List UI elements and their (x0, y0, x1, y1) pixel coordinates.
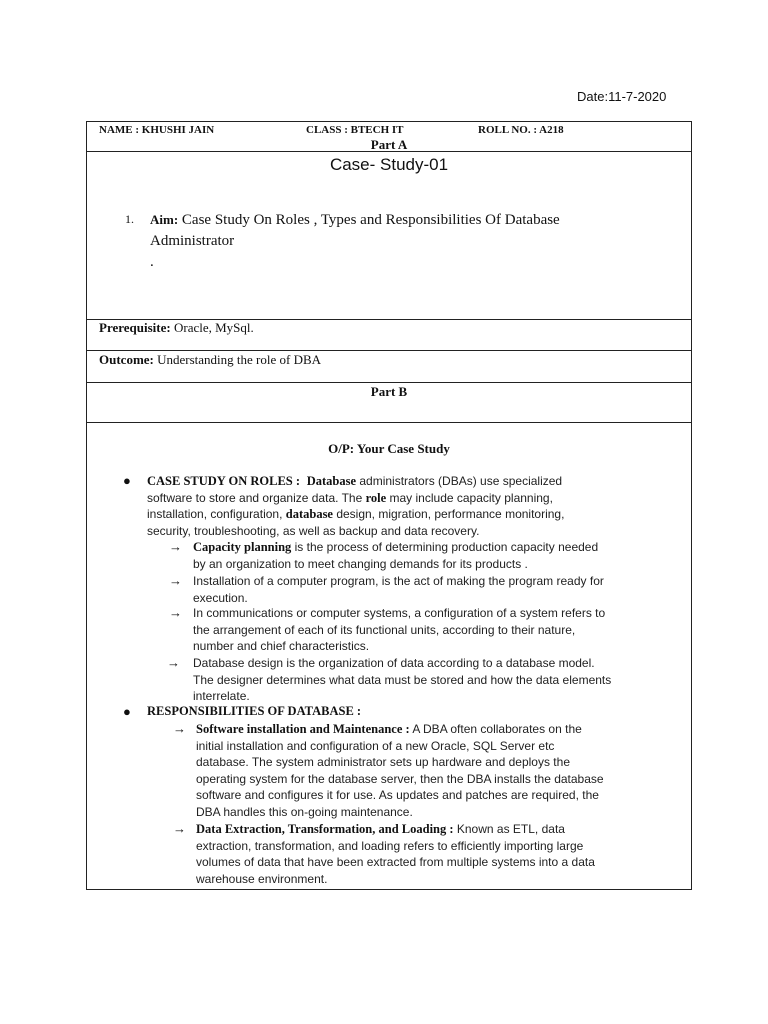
outcome-label: Outcome: (99, 352, 154, 367)
outcome-value: Understanding the role of DBA (157, 352, 322, 367)
responsibilities-heading: RESPONSIBILITIES OF DATABASE : (147, 704, 362, 718)
arrow-icon: → (169, 573, 182, 588)
roles-item-4-line-3: interrelate. (193, 689, 250, 704)
resp-item-1-line-3: database. The system administrator sets up hardware and deploys the (196, 755, 570, 770)
roles-item-4-text: Database design is the organization of data according to a database model. (193, 656, 595, 670)
bullet-icon: ● (123, 473, 131, 488)
roles-item-3-line-2: the arrangement of each of its functional units, according to their nature, (193, 622, 576, 637)
roles-line-2: software to store and organize data. The (147, 490, 366, 505)
resp-item-2-bold: Data Extraction, Transformation, and Loading : (196, 822, 454, 836)
resp-item-2-text: Known as ETL, data (453, 822, 565, 836)
student-name: NAME : KHUSHI JAIN (99, 124, 215, 136)
outcome-row (86, 350, 692, 383)
arrow-icon: → (169, 539, 182, 554)
case-study-section (86, 151, 692, 320)
roles-line-4: security, troubleshooting, as well as backup and data recovery. (147, 523, 480, 538)
roles-item-4-line-2: The designer determines what data must be stored and how the data elements (193, 672, 612, 687)
student-class: CLASS : BTECH IT (306, 124, 404, 136)
resp-item-1-line-2: initial installation and configuration of a new Oracle, SQL Server etc (196, 738, 555, 753)
resp-item-1 (196, 721, 676, 821)
resp-item-1-text: A DBA often collaborates on the (409, 722, 582, 736)
resp-item-2-line-4: warehouse environment. (196, 871, 328, 886)
roll-number: ROLL NO. : A218 (478, 124, 564, 136)
roles-item-1-text: is the process of determining production capacity needed (291, 540, 599, 554)
arrow-icon: → (167, 655, 180, 670)
aim-item (125, 209, 665, 273)
resp-item-1-line-6: DBA handles this on-going maintenance. (196, 804, 413, 819)
roles-line-1: administrators (DBAs) use specialized (356, 474, 563, 488)
roles-item-2 (193, 573, 673, 606)
roles-bold-role: role (365, 490, 387, 505)
part-a-label: Part A (370, 137, 408, 152)
part-b-row (86, 382, 692, 423)
resp-item-1-line-4: operating system for the database server, then the DBA installs the database (196, 771, 604, 786)
arrow-icon: → (173, 821, 186, 836)
roles-item-4 (193, 655, 673, 705)
roles-paragraph (147, 473, 687, 539)
case-study-body (86, 422, 692, 890)
resp-item-1-bold: Software installation and Maintenance : (196, 722, 410, 736)
roles-item-2-line-2: execution. (193, 590, 248, 605)
prerequisite-row (86, 319, 692, 351)
output-title: O/P: Your Case Study (328, 441, 450, 456)
roles-line-3-rest: design, migration, performance monitoring, (332, 507, 565, 522)
prerequisite-label: Prerequisite: (99, 320, 171, 335)
part-b-label: Part B (370, 384, 408, 399)
date-label: Date:11-7-2020 (577, 89, 667, 104)
roles-item-2-text: Installation of a computer program, is the act of making the program ready for (193, 574, 604, 588)
roles-item-3-line-3: number and chief characteristics. (193, 639, 370, 654)
roles-item-1-bold: Capacity planning (193, 540, 292, 554)
bullet-icon: ● (123, 704, 131, 719)
roles-bold-database-2: database (285, 507, 333, 522)
aim-text-line-1: Case Study On Roles , Types and Responsibilities Of Database (181, 212, 560, 228)
resp-item-2-line-3: volumes of data that have been extracted from multiple systems into a data (196, 855, 595, 870)
resp-item-1-line-5: software and configures it for use. As updates and patches are required, the (196, 788, 599, 803)
roles-item-1-line-2: by an organization to meet changing demands for its products . (193, 556, 528, 571)
roles-bold-database: Database (306, 474, 357, 488)
arrow-icon: → (173, 721, 186, 736)
resp-item-2 (196, 821, 676, 887)
prerequisite-value: Oracle, MySql. (173, 320, 254, 335)
header-row (86, 121, 692, 152)
arrow-icon: → (169, 605, 182, 620)
aim-dot: . (150, 254, 154, 270)
roles-item-3 (193, 605, 673, 655)
case-study-title: Case- Study-01 (329, 155, 449, 174)
roles-line-3: installation, configuration, (147, 507, 286, 522)
aim-text-line-2: Administrator (150, 233, 235, 249)
roles-item-3-text: In communications or computer systems, a configuration of a system refers to (193, 606, 606, 620)
roles-item-1 (193, 539, 673, 572)
resp-item-2-line-2: extraction, transformation, and loading refers to efficiently importing large (196, 838, 584, 853)
aim-number: 1. (125, 212, 134, 226)
roles-line-2-rest: may include capacity planning, (386, 490, 553, 505)
roles-heading: CASE STUDY ON ROLES : (147, 474, 301, 488)
aim-label: Aim: (150, 212, 179, 227)
